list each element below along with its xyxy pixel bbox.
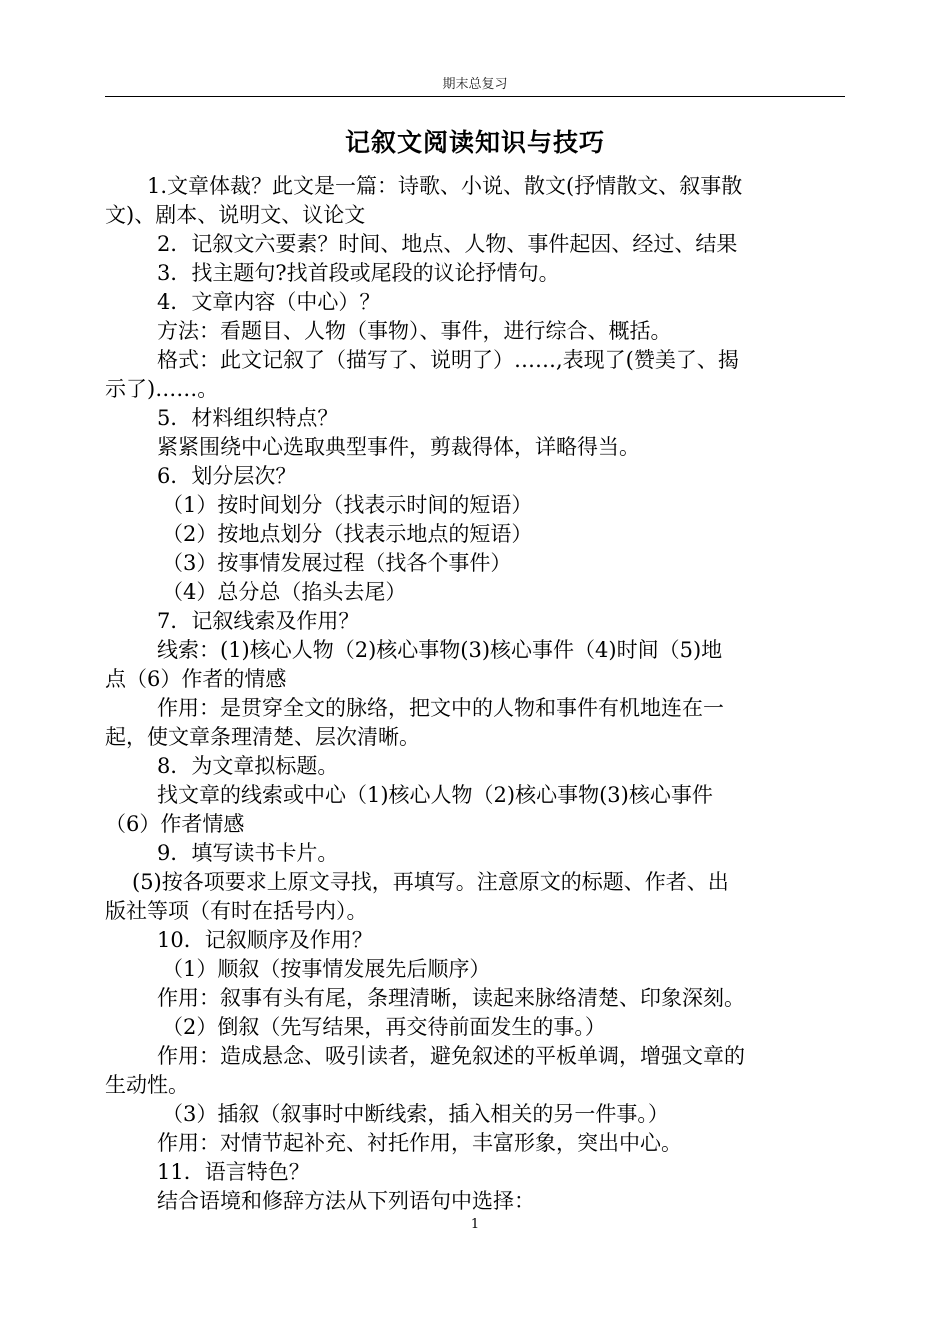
line-q10-item-2: （2）倒叙（先写结果，再交待前面发生的事。） <box>162 1015 606 1039</box>
line-q7-effect: 作用：是贯穿全文的脉络，把文中的人物和事件有机地连在一 <box>157 696 724 720</box>
line-q1-genre-cont: 文)、剧本、说明文、议论文 <box>105 203 366 227</box>
line-q7-clue-list: 线索：(1)核心人物（2)核心事物(3)核心事件（4)时间（5)地 <box>157 638 723 662</box>
document-title: 记叙文阅读知识与技巧 <box>344 128 605 157</box>
line-q6-layers: 6．划分层次？ <box>157 464 297 488</box>
line-q11-answer: 结合语境和修辞方法从下列语句中选择： <box>157 1189 535 1213</box>
line-q7-clue: 7．记叙线索及作用？ <box>157 609 360 633</box>
line-q6-item-4: （4）总分总（掐头去尾） <box>162 580 407 604</box>
line-q9-answer: (5)按各项要求上原文寻找，再填写。注意原文的标题、作者、出 <box>132 870 729 894</box>
line-q7-effect-cont: 起，使文章条理清楚、层次清晰。 <box>105 725 420 749</box>
line-q7-clue-list-cont: 点（6）作者的情感 <box>105 667 287 691</box>
line-q8-answer: 找文章的线索或中心（1)核心人物（2)核心事物(3)核心事件 <box>157 783 713 807</box>
line-q4-format-cont: 示了)……。 <box>105 377 219 401</box>
line-q6-item-3: （3）按事情发展过程（找各个事件） <box>162 551 512 575</box>
line-q10-order: 10．记叙顺序及作用？ <box>157 928 373 952</box>
line-q8-answer-cont: （6）作者情感 <box>105 812 245 836</box>
line-q2-six-elements: 2．记叙文六要素？时间、地点、人物、事件起因、经过、结果 <box>157 232 738 256</box>
line-q11-language: 11．语言特色？ <box>157 1160 310 1184</box>
line-q9-card: 9．填写读书卡片。 <box>157 841 339 865</box>
line-q4-content: 4．文章内容（中心）？ <box>157 290 381 314</box>
line-q10-item-1: （1）顺叙（按事情发展先后顺序） <box>162 957 491 981</box>
line-q5-material: 5．材料组织特点？ <box>157 406 339 430</box>
line-q6-item-1: （1）按时间划分（找表示时间的短语） <box>162 493 533 517</box>
line-q8-title: 8．为文章拟标题。 <box>157 754 339 778</box>
line-q10-effect-2-cont: 生动性。 <box>105 1073 189 1097</box>
page-number: 1 <box>470 1217 480 1232</box>
line-q5-answer: 紧紧围绕中心选取典型事件，剪裁得体，详略得当。 <box>157 435 640 459</box>
line-q4-format: 格式：此文记叙了（描写了、说明了）……,表现了(赞美了、揭 <box>157 348 739 372</box>
line-q10-effect-2: 作用：造成悬念、吸引读者，避免叙述的平板单调，增强文章的 <box>157 1044 745 1068</box>
line-q4-method: 方法：看题目、人物（事物）、事件，进行综合、概括。 <box>157 319 672 343</box>
line-q6-item-2: （2）按地点划分（找表示地点的短语） <box>162 522 533 546</box>
line-q9-answer-cont: 版社等项（有时在括号内）。 <box>105 899 368 923</box>
line-q10-item-3: （3）插叙（叙事时中断线索，插入相关的另一件事。） <box>162 1102 669 1126</box>
line-q3-topic-sentence: 3．找主题句?找首段或尾段的议论抒情句。 <box>157 261 560 285</box>
header-rule <box>105 96 845 97</box>
line-q10-effect-3: 作用：对情节起补充、衬托作用，丰富形象，突出中心。 <box>157 1131 682 1155</box>
page-header: 期末总复习 <box>442 77 508 92</box>
line-q10-effect-1: 作用：叙事有头有尾，条理清晰，读起来脉络清楚、印象深刻。 <box>157 986 745 1010</box>
document-body <box>105 172 847 1216</box>
line-q1-genre: 1.文章体裁？此文是一篇：诗歌、小说、散文(抒情散文、叙事散 <box>147 174 743 198</box>
